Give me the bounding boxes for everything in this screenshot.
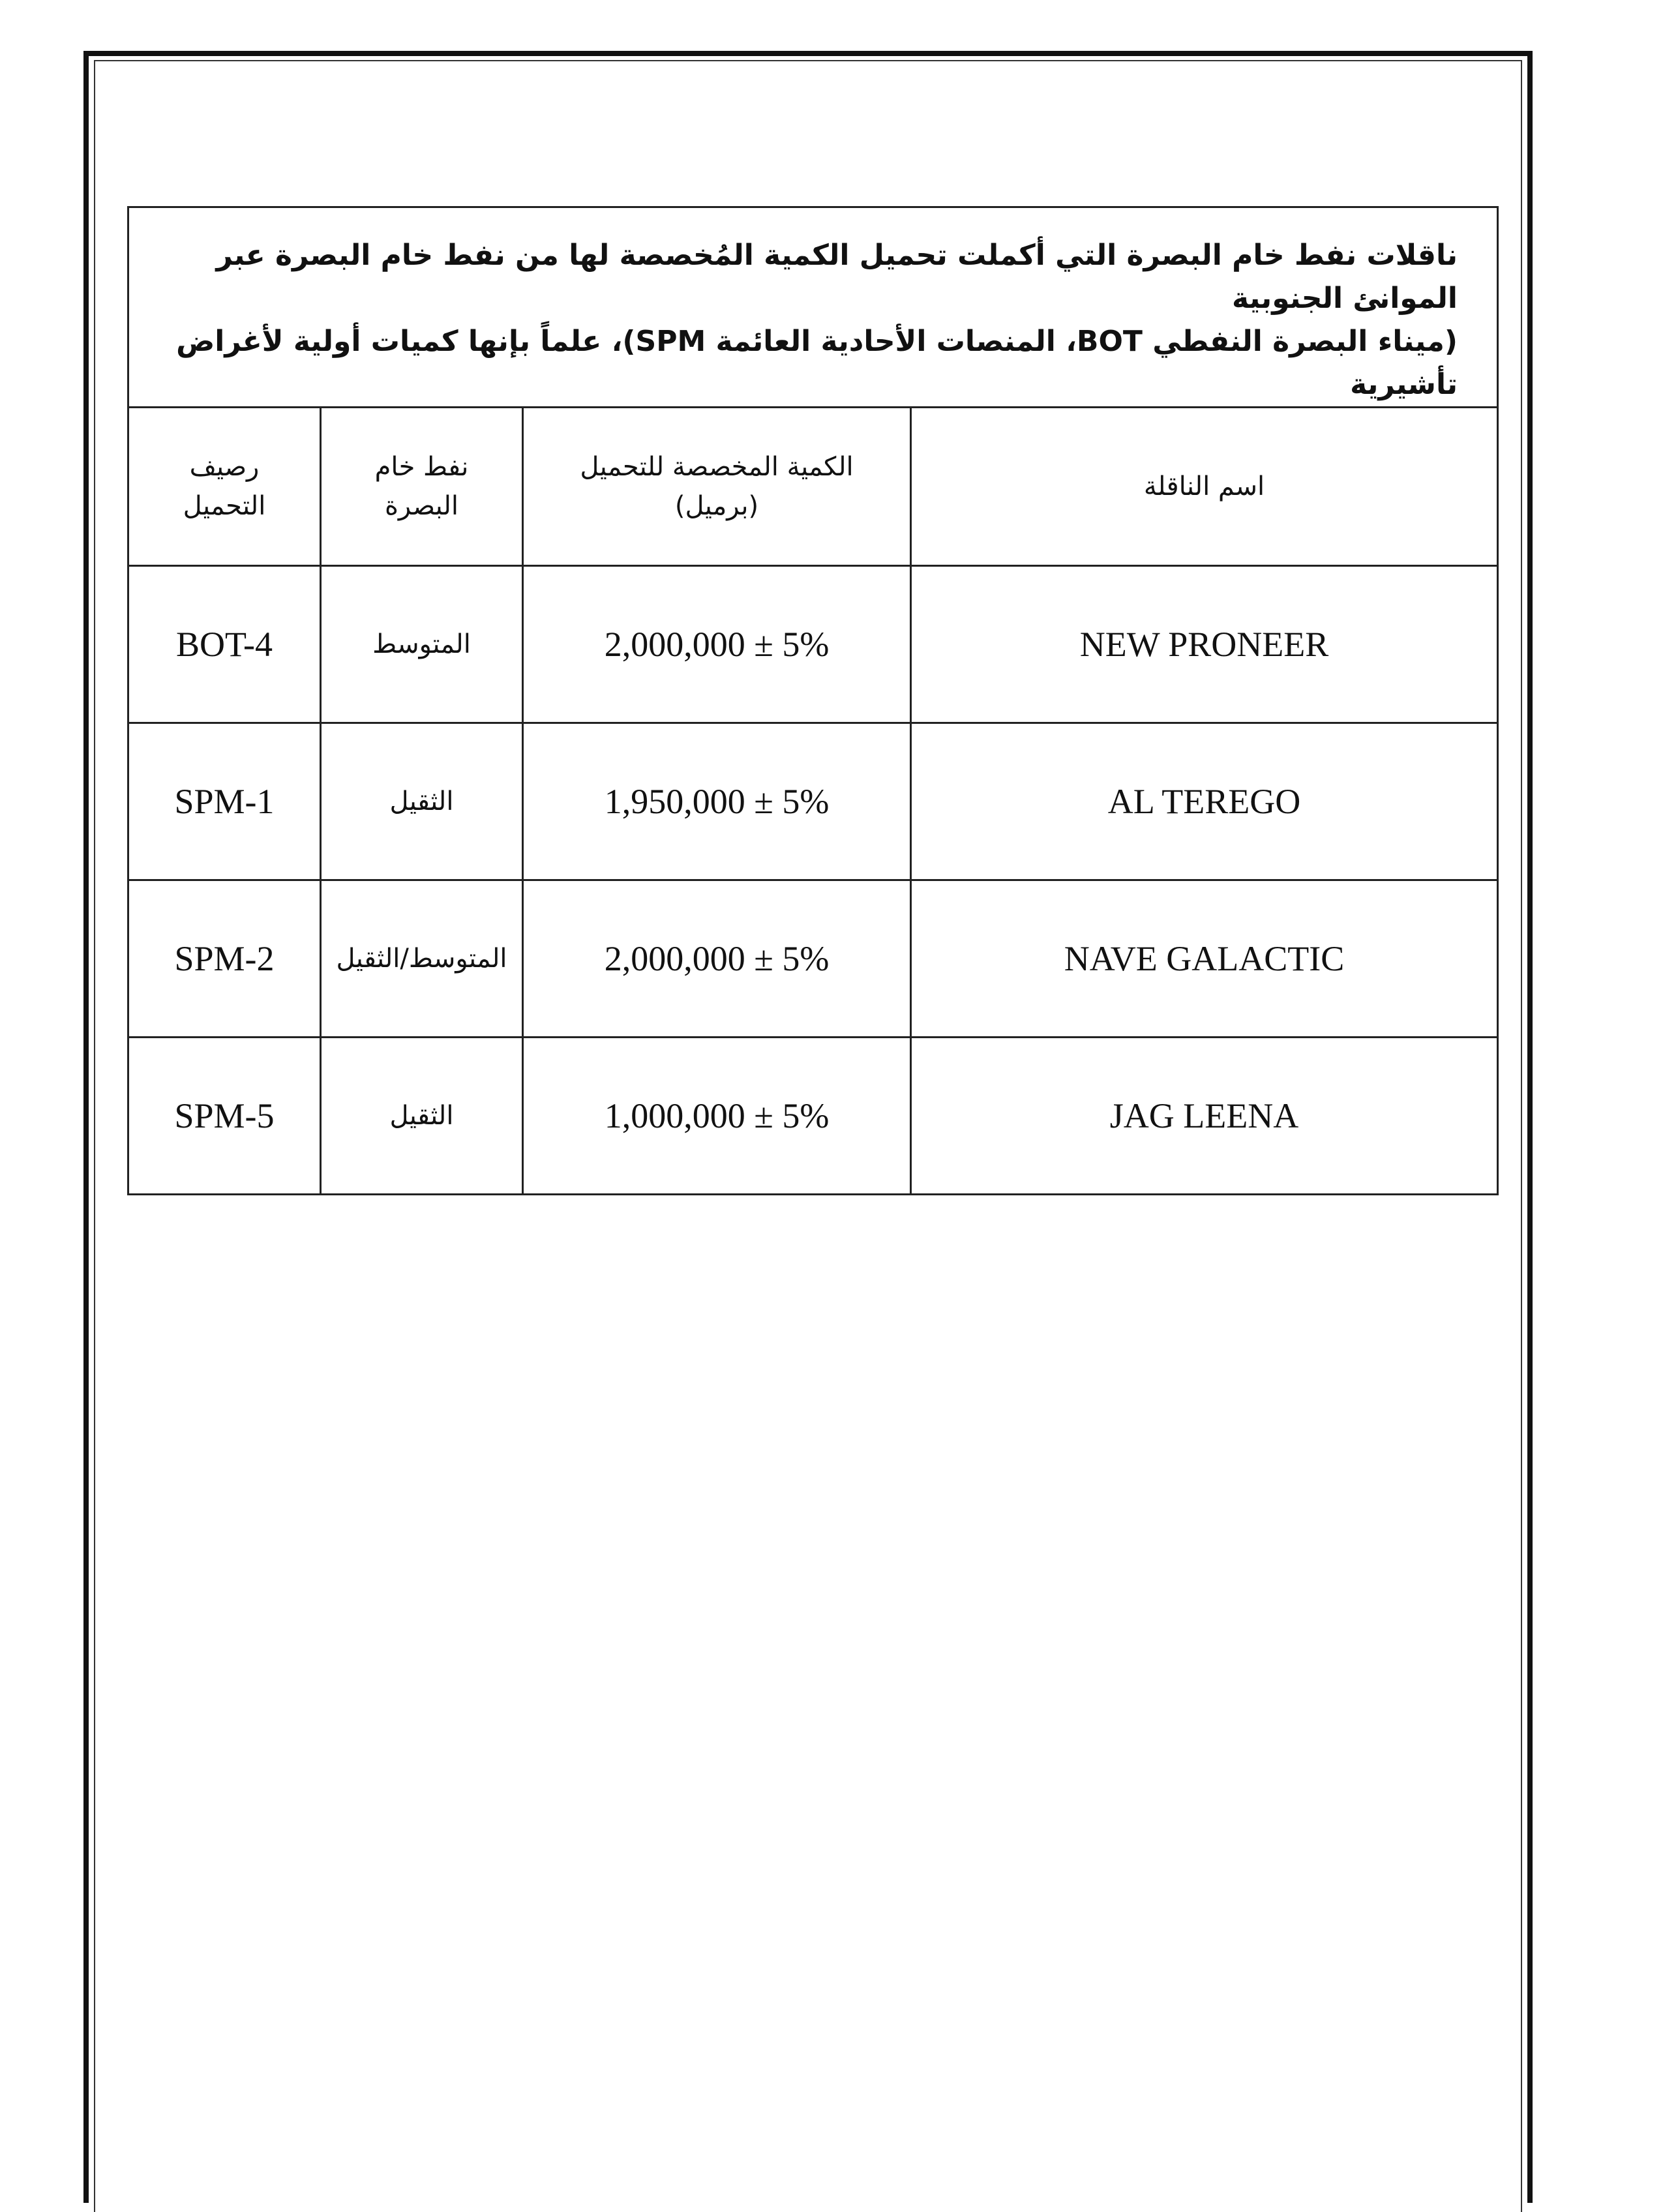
crude-cell: الثقيل [321, 723, 523, 880]
tanker-loading-table [127, 206, 1499, 1195]
berth-cell: BOT-4 [128, 566, 321, 723]
berth-cell: SPM-1 [128, 723, 321, 880]
vessel-cell: NEW PRONEER [911, 566, 1498, 723]
table-row [128, 880, 1498, 1038]
table-row [128, 1038, 1498, 1195]
title-line-1: ناقلات نفط خام البصرة التي أكملت تحميل الكمية المُخصصة لها من نفط خام البصرة عبر الموانئ الجنوبية [216, 239, 1458, 315]
vessel-cell: NAVE GALACTIC [911, 880, 1498, 1038]
header-quantity [523, 408, 911, 566]
crude-cell: الثقيل [321, 1038, 523, 1195]
header-crude [321, 408, 523, 566]
table-title [128, 207, 1498, 408]
berth-cell: SPM-5 [128, 1038, 321, 1195]
quantity-cell: 1,000,000 ± 5% [523, 1038, 911, 1195]
vessel-cell: AL TEREGO [911, 723, 1498, 880]
berth-cell: SPM-2 [128, 880, 321, 1038]
quantity-cell: 2,000,000 ± 5% [523, 566, 911, 723]
header-vessel: اسم الناقلة [911, 408, 1498, 566]
header-berth-line-2: التحميل [183, 491, 266, 521]
table-row [128, 566, 1498, 723]
header-crude-line-2: البصرة [384, 491, 459, 521]
crude-cell: المتوسط [321, 566, 523, 723]
title-row [128, 207, 1498, 408]
table-row [128, 723, 1498, 880]
title-line-2: (ميناء البصرة النفطي BOT، المنصات الأحادية العائمة SPM)، علماً بإنها كميات أولية لأغراض تأشيرية [176, 325, 1458, 401]
header-crude-line-1: نفط خام [374, 452, 469, 482]
quantity-cell: 1,950,000 ± 5% [523, 723, 911, 880]
quantity-cell: 2,000,000 ± 5% [523, 880, 911, 1038]
crude-cell: المتوسط/الثقيل [321, 880, 523, 1038]
header-berth-line-1: رصيف [189, 452, 260, 482]
header-quantity-line-1: الكمية المخصصة للتحميل [580, 452, 854, 482]
header-row [128, 408, 1498, 566]
header-berth [128, 408, 321, 566]
vessel-cell: JAG LEENA [911, 1038, 1498, 1195]
header-quantity-line-2: (برميل) [674, 491, 759, 521]
